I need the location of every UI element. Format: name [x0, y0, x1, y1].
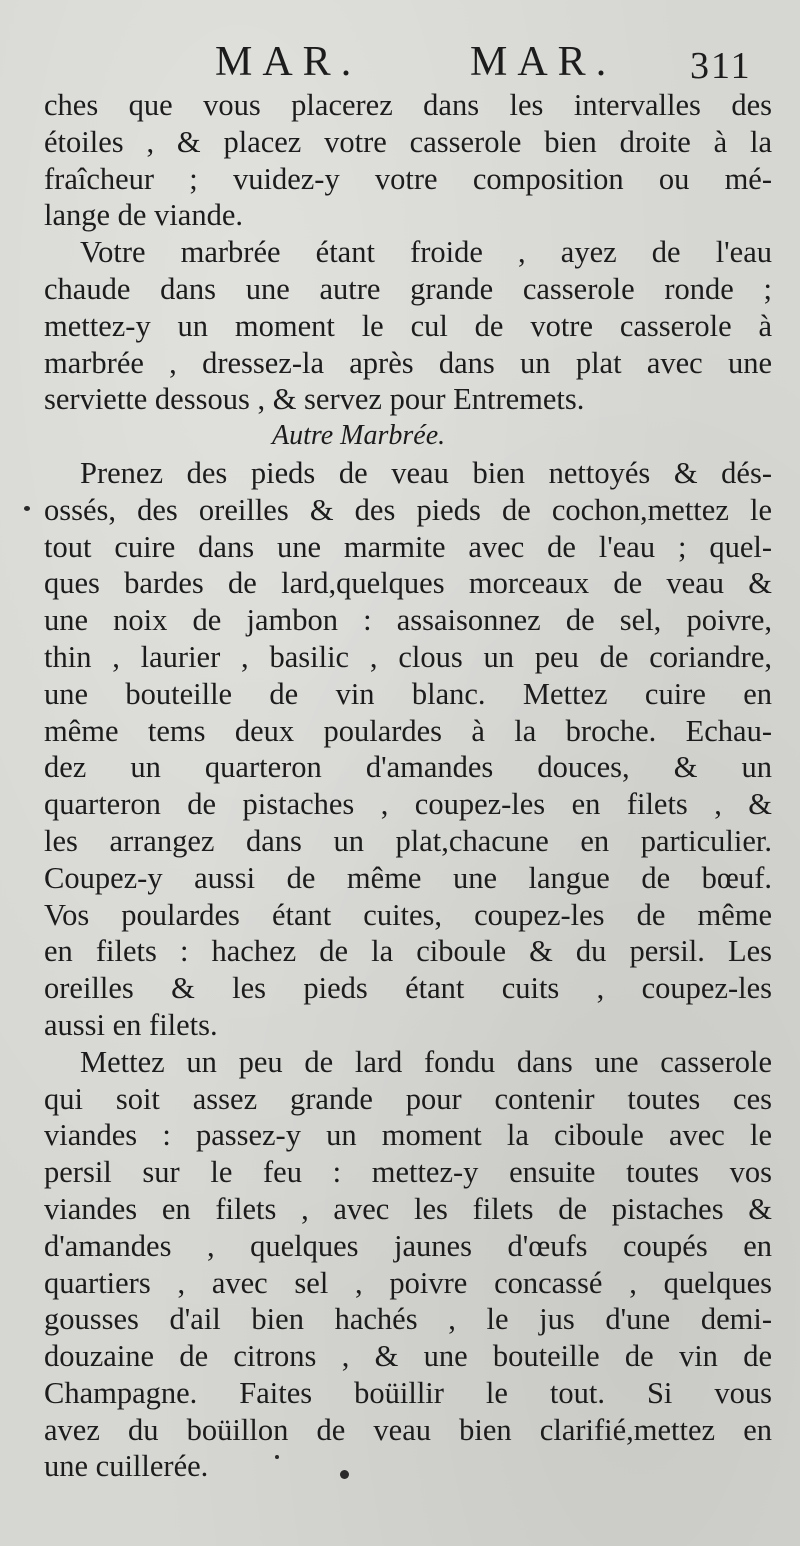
text-line: en filets : hachez de la ciboule & du persil. Les [44, 934, 772, 969]
text-line: Prenez des pieds de veau bien nettoyés & dés- [80, 455, 772, 490]
text-line: viandes en filets , avec les filets de pistaches & [44, 1191, 772, 1226]
text-line: dez un quarteron d'amandes douces, & un [44, 750, 772, 785]
text-line: fraîcheur ; vuidez-y votre composition ou mé- [44, 161, 772, 196]
ink-speck [275, 1455, 279, 1459]
text-line: marbrée , dressez-la après dans un plat avec une [44, 345, 772, 380]
text-line: mettez-y un moment le cul de votre casserole à [44, 308, 772, 343]
text-line: chaude dans une autre grande casserole ronde ; [44, 271, 772, 306]
text-line: persil sur le feu : mettez-y ensuite toutes vos [44, 1155, 772, 1190]
text-line: oreilles & les pieds étant cuits , coupez-les [44, 971, 772, 1006]
running-head-right: MAR. [470, 39, 617, 85]
section-subheading: Autre Marbrée. [272, 420, 446, 452]
text-line: étoiles , & placez votre casserole bien droite à la [44, 124, 772, 159]
text-line: Coupez-y aussi de même une langue de bœuf. [44, 860, 772, 895]
text-line: les arrangez dans un plat,chacune en particulier. [44, 823, 772, 858]
text-line: quarteron de pistaches , coupez-les en filets , & [44, 787, 772, 822]
text-line: Votre marbrée étant froide , ayez de l'eau [80, 235, 772, 270]
text-line: avez du boüillon de veau bien clarifié,mettez en [44, 1412, 772, 1447]
text-line: lange de viande. [44, 198, 244, 233]
text-line: Champagne. Faites boüillir le tout. Si vous [44, 1375, 772, 1410]
text-line: serviette dessous , & servez pour Entremets. [44, 382, 585, 417]
ink-speck [24, 506, 30, 511]
text-line: douzaine de citrons , & une bouteille de vin de [44, 1339, 772, 1374]
text-line: gousses d'ail bien hachés , le jus d'une demi- [44, 1302, 772, 1337]
text-line: Mettez un peu de lard fondu dans une casserole [80, 1044, 772, 1079]
text-line: thin , laurier , basilic , clous un peu de coriandre, [44, 639, 772, 674]
text-line: même tems deux poulardes à la broche. Echau- [44, 713, 772, 748]
text-line: Vos poulardes étant cuites, coupez-les de même [44, 897, 772, 932]
page-number: 311 [690, 45, 752, 87]
text-line: ches que vous placerez dans les intervalles des [44, 88, 772, 122]
text-line: tout cuire dans une marmite avec de l'eau ; quel- [44, 529, 772, 564]
text-line: aussi en filets. [44, 1007, 218, 1042]
text-line: une cuillerée. [44, 1449, 209, 1484]
body-text [44, 87, 772, 1485]
text-line: quartiers , avec sel , poivre concassé , quelques [44, 1265, 772, 1300]
running-head-left: MAR. [215, 39, 362, 85]
text-line: qui soit assez grande pour contenir toutes ces [44, 1081, 772, 1116]
text-line: une noix de jambon : assaisonnez de sel, poivre, [44, 603, 772, 638]
text-line: viandes : passez-y un moment la ciboule avec le [44, 1118, 772, 1153]
text-line: une bouteille de vin blanc. Mettez cuire en [44, 676, 772, 711]
ink-speck [340, 1470, 349, 1479]
text-line: d'amandes , quelques jaunes d'œufs coupés en [44, 1228, 772, 1263]
text-line: ques bardes de lard,quelques morceaux de veau & [44, 566, 772, 601]
text-line: ossés, des oreilles & des pieds de cochon,mettez le [44, 492, 772, 527]
running-head [0, 38, 800, 88]
